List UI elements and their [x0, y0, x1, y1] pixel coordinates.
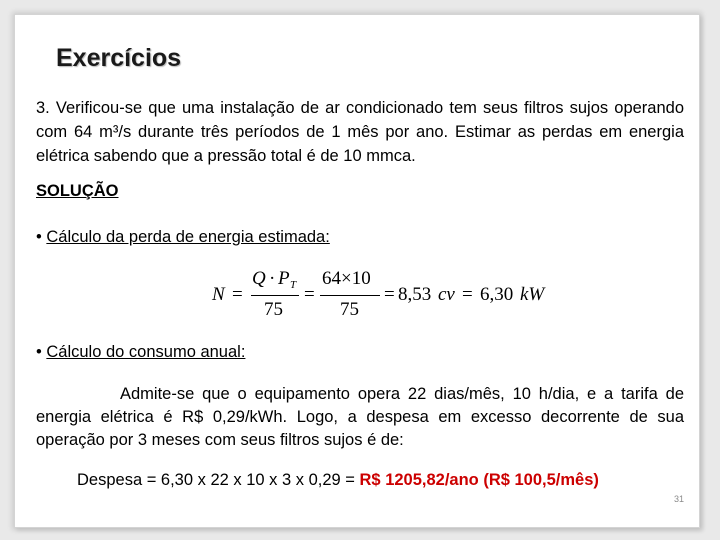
- bullet-energy-loss-text: Cálculo da perda de energia estimada:: [46, 228, 330, 246]
- formula-num1-dot: ·: [269, 268, 276, 289]
- bullet-marker: •: [36, 228, 42, 246]
- formula-eq-2: =: [304, 284, 315, 305]
- assumption-paragraph: [36, 383, 684, 452]
- formula-lhs: N: [212, 284, 225, 305]
- formula-unit-kw: kW: [520, 284, 545, 305]
- bullet-annual-consumption: [36, 343, 245, 362]
- formula-den-2: 75: [340, 299, 359, 320]
- fraction-bar-2: [320, 295, 380, 296]
- formula-eq-3: =: [384, 284, 395, 305]
- bullet-marker: •: [36, 343, 42, 361]
- expense-result: R$ 1205,82/ano (R$ 100,5/mês): [359, 471, 599, 489]
- formula-num1-q: Q: [252, 268, 266, 289]
- bullet-energy-loss: [36, 228, 330, 247]
- formula-den-1: 75: [264, 299, 283, 320]
- expense-calculation: Despesa = 6,30 x 22 x 10 x 3 x 0,29 =: [77, 471, 360, 489]
- formula-unit-cv: cv: [438, 284, 455, 305]
- formula-eq-1: =: [232, 284, 243, 305]
- formula-num1-sub: T: [290, 279, 297, 291]
- page-number: 31: [674, 494, 685, 504]
- formula-eq-4: =: [462, 284, 473, 305]
- bullet-annual-consumption-text: Cálculo do consumo anual:: [46, 343, 246, 361]
- formula-num-2: 64×10: [322, 268, 371, 289]
- formula-result-kw: 6,30: [480, 284, 514, 305]
- formula-num1-p: P: [278, 268, 290, 289]
- slide-title: Exercícios: [56, 44, 182, 72]
- formula-result-cv: 8,53: [398, 284, 432, 305]
- problem-statement: 3. Verificou-se que uma instalação de ar condicionado tem seus filtros sujos operando com 64 m³/s durante três períodos de 1 mês por ano. Estimar as perdas em energia elétrica sabendo que a pressão total é de 10 mmca.: [36, 99, 684, 165]
- fraction-bar-1: [251, 295, 299, 296]
- solution-heading: SOLUÇÃO: [36, 182, 119, 200]
- assumption-text: Admite-se que o equipamento opera 22 dias/mês, 10 h/dia, e a tarifa de energia elétrica é R$ 0,29/kWh. Logo, a despesa em excesso decorrente de sua operação por 3 meses com seus filtros sujos é de:: [36, 385, 684, 449]
- energy-formula: [212, 266, 572, 326]
- expense-line: [77, 471, 599, 490]
